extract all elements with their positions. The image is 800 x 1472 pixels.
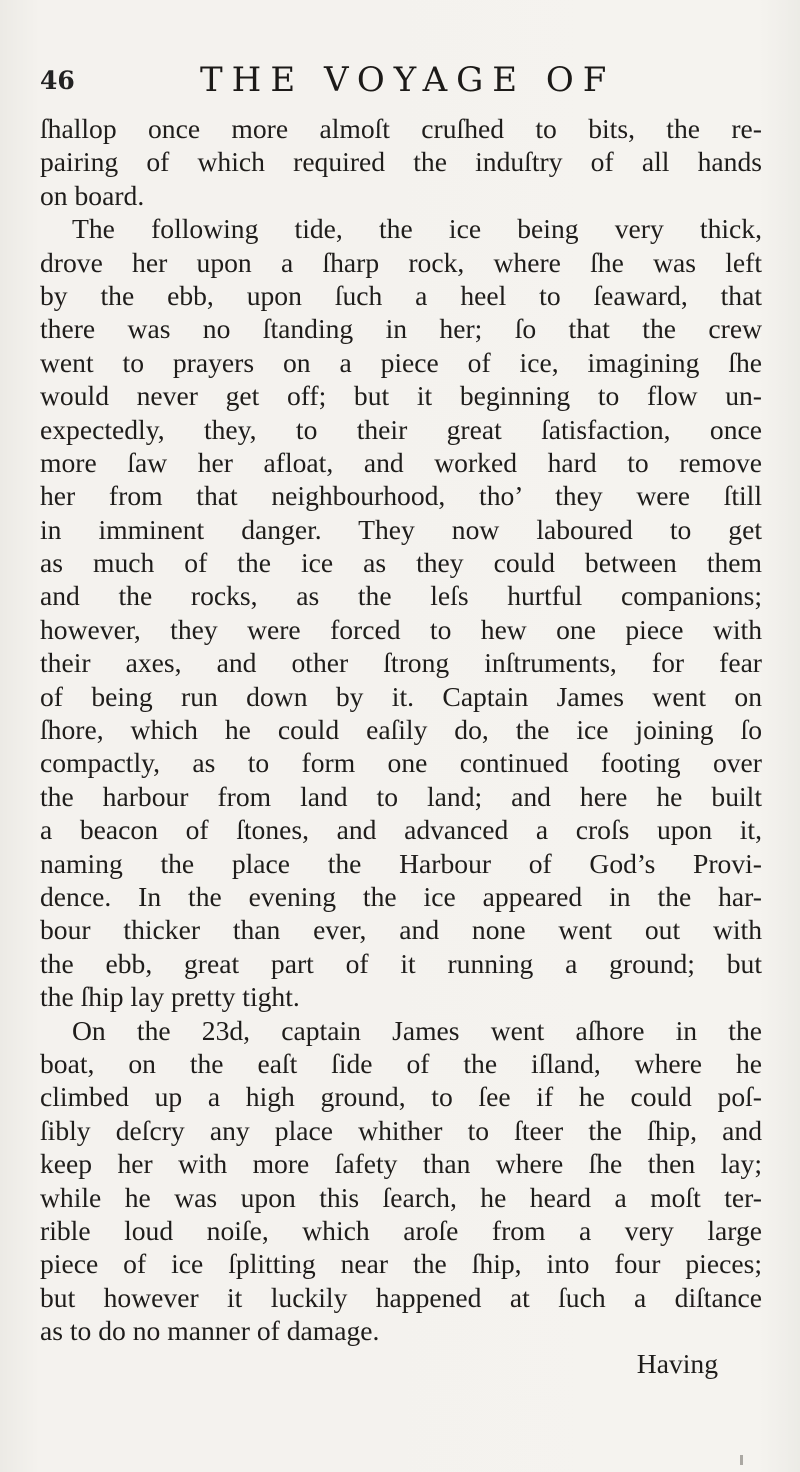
text-line: pairing of which required the induſtry of all hands xyxy=(40,146,762,178)
text-line: on board. xyxy=(40,179,145,211)
text-line: bour thicker than ever, and none went out with xyxy=(40,914,762,946)
text-line: The following tide, the ice being very thick, xyxy=(72,213,762,245)
text-line: compactly, as to form one continued footing over xyxy=(40,747,762,779)
text-line: boat, on the eaſt ſide of the iſland, where he xyxy=(40,1047,762,1079)
text-line: and the rocks, as the leſs hurtful companions; xyxy=(40,580,762,612)
text-line: would never get off; but it beginning to flow un- xyxy=(40,380,762,412)
body-text xyxy=(40,112,762,1381)
text-line: as to do no manner of damage. xyxy=(40,1315,380,1347)
page-mark xyxy=(740,1455,743,1465)
text-line: but however it luckily happened at ſuch a diſtance xyxy=(40,1281,762,1313)
text-line: of being run down by it. Captain James went on xyxy=(40,680,762,712)
text-line: by the ebb, upon ſuch a heel to ſeaward, that xyxy=(40,279,762,311)
text-line: climbed up a high ground, to ſee if he could poſ- xyxy=(40,1081,762,1113)
running-head: THE VOYAGE OF xyxy=(200,60,616,100)
text-line: in imminent danger. They now laboured to get xyxy=(40,513,762,545)
text-line: drove her upon a ſharp rock, where ſhe was left xyxy=(40,246,762,278)
text-line: went to prayers on a piece of ice, imagining ſhe xyxy=(40,346,762,378)
text-line: On the 23d, captain James went aſhore in the xyxy=(72,1014,762,1046)
text-line: ſibly deſcry any place whither to ſteer the ſhip, and xyxy=(40,1114,762,1146)
text-line: however, they were forced to hew one piece with xyxy=(40,613,762,645)
text-line: her from that neighbourhood, tho’ they were ſtill xyxy=(40,480,762,512)
text-line: piece of ice ſplitting near the ſhip, into four pieces; xyxy=(40,1248,762,1280)
text-line: ſhallop once more almoſt cruſhed to bits, the re- xyxy=(40,113,762,144)
text-line: their axes, and other ſtrong inſtruments, for fear xyxy=(40,647,762,679)
text-line: keep her with more ſafety than where ſhe then lay; xyxy=(40,1148,762,1180)
page-header xyxy=(40,60,740,106)
text-line: the ſhip lay pretty tight. xyxy=(40,981,300,1013)
catchword: Having xyxy=(636,1348,718,1380)
text-line: while he was upon this ſearch, he heard a moſt ter- xyxy=(40,1181,762,1213)
text-line: naming the place the Harbour of God’s Provi- xyxy=(40,847,762,879)
text-line: there was no ſtanding in her; ſo that the crew xyxy=(40,313,762,345)
text-line: ſhore, which he could eaſily do, the ice joining ſo xyxy=(40,714,762,746)
text-line: rible loud noiſe, which aroſe from a very large xyxy=(40,1214,762,1246)
text-line: as much of the ice as they could between them xyxy=(40,547,762,579)
text-line: the ebb, great part of it running a ground; but xyxy=(40,947,762,979)
text-line: expectedly, they, to their great ſatisfaction, once xyxy=(40,413,762,445)
page-number: 46 xyxy=(40,66,75,95)
text-line: dence. In the evening the ice appeared in the har- xyxy=(40,880,762,912)
text-line: the harbour from land to land; and here he built xyxy=(40,780,762,812)
text-line: a beacon of ſtones, and advanced a croſs upon it, xyxy=(40,814,762,846)
text-line: more ſaw her afloat, and worked hard to remove xyxy=(40,446,762,478)
